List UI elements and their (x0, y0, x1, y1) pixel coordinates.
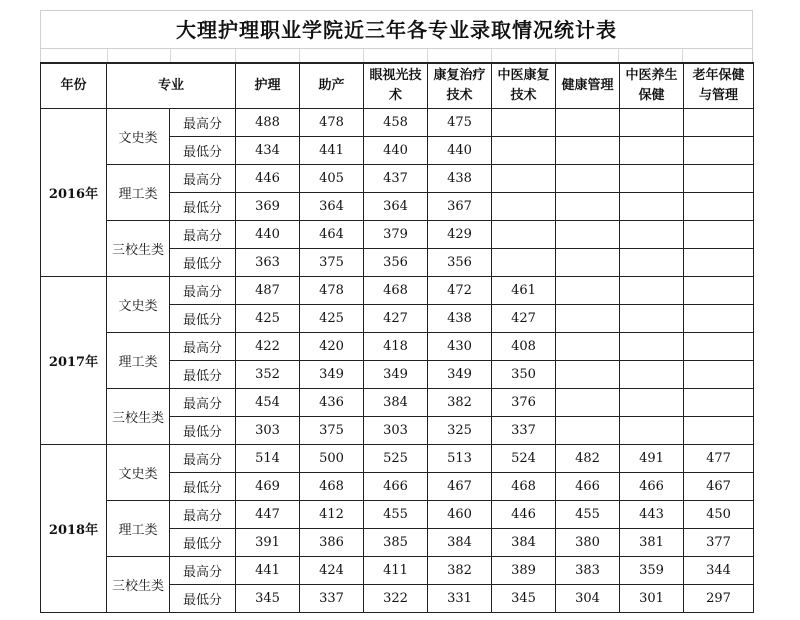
score-cell: 514 (236, 445, 300, 473)
score-cell: 443 (620, 501, 684, 529)
score-cell: 472 (428, 277, 492, 305)
score-cell: 376 (492, 389, 556, 417)
score-cell (620, 109, 684, 137)
table-row (41, 109, 754, 137)
score-type-cell: 最低分 (170, 249, 236, 277)
score-cell: 380 (556, 529, 620, 557)
table-row (41, 557, 754, 585)
table-row (41, 277, 754, 305)
score-cell: 377 (684, 529, 754, 557)
score-cell: 304 (556, 585, 620, 613)
score-type-cell: 最高分 (170, 333, 236, 361)
score-type-cell: 最高分 (170, 445, 236, 473)
score-cell (684, 165, 754, 193)
score-cell: 382 (428, 557, 492, 585)
category-cell: 理工类 (107, 165, 170, 221)
score-cell (684, 417, 754, 445)
score-cell (556, 333, 620, 361)
category-cell: 文史类 (107, 277, 170, 333)
score-cell: 436 (300, 389, 364, 417)
score-type-cell: 最低分 (170, 137, 236, 165)
score-cell: 375 (300, 249, 364, 277)
score-cell (556, 109, 620, 137)
score-cell (492, 249, 556, 277)
score-cell: 364 (364, 193, 428, 221)
score-cell: 344 (684, 557, 754, 585)
year-cell: 2017年 (41, 277, 107, 445)
score-cell: 454 (236, 389, 300, 417)
score-cell: 446 (236, 165, 300, 193)
admission-table (40, 62, 754, 613)
score-cell: 466 (364, 473, 428, 501)
score-cell (492, 193, 556, 221)
table-body (41, 109, 754, 613)
score-cell: 384 (492, 529, 556, 557)
category-cell: 文史类 (107, 109, 170, 165)
score-cell: 383 (556, 557, 620, 585)
header-row (41, 63, 754, 109)
score-cell (492, 221, 556, 249)
score-cell (620, 137, 684, 165)
score-cell: 460 (428, 501, 492, 529)
score-cell (620, 193, 684, 221)
score-cell (620, 221, 684, 249)
score-type-cell: 最低分 (170, 361, 236, 389)
category-cell: 三校生类 (107, 389, 170, 445)
score-cell (556, 193, 620, 221)
score-cell: 441 (300, 137, 364, 165)
score-cell: 478 (300, 277, 364, 305)
score-cell: 441 (236, 557, 300, 585)
score-cell: 434 (236, 137, 300, 165)
header-midwifery: 助产 (300, 63, 364, 109)
score-cell: 469 (236, 473, 300, 501)
score-cell: 356 (428, 249, 492, 277)
score-type-cell: 最低分 (170, 529, 236, 557)
score-cell: 491 (620, 445, 684, 473)
score-cell (620, 361, 684, 389)
document (40, 10, 753, 613)
score-cell: 408 (492, 333, 556, 361)
score-cell: 322 (364, 585, 428, 613)
score-cell: 468 (364, 277, 428, 305)
score-cell: 424 (300, 557, 364, 585)
score-cell: 427 (492, 305, 556, 333)
score-cell (620, 165, 684, 193)
score-type-cell: 最高分 (170, 165, 236, 193)
score-cell: 379 (364, 221, 428, 249)
header-tcm-wellness: 中医养生 保健 (620, 63, 684, 109)
score-cell (684, 109, 754, 137)
score-cell: 450 (684, 501, 754, 529)
score-cell: 382 (428, 389, 492, 417)
score-cell: 367 (428, 193, 492, 221)
score-type-cell: 最高分 (170, 389, 236, 417)
score-cell: 467 (428, 473, 492, 501)
score-cell: 359 (620, 557, 684, 585)
score-type-cell: 最高分 (170, 501, 236, 529)
score-cell (620, 277, 684, 305)
category-cell: 理工类 (107, 333, 170, 389)
score-cell: 513 (428, 445, 492, 473)
score-cell: 375 (300, 417, 364, 445)
score-type-cell: 最高分 (170, 557, 236, 585)
score-cell: 464 (300, 221, 364, 249)
table-row (41, 445, 754, 473)
score-cell: 482 (556, 445, 620, 473)
score-cell: 525 (364, 445, 428, 473)
score-cell: 446 (492, 501, 556, 529)
score-cell (684, 221, 754, 249)
score-cell: 425 (236, 305, 300, 333)
score-cell (492, 165, 556, 193)
score-cell: 369 (236, 193, 300, 221)
score-cell: 386 (300, 529, 364, 557)
score-cell (556, 361, 620, 389)
score-cell: 500 (300, 445, 364, 473)
table-title: 大理护理职业学院近三年各专业录取情况统计表 (40, 10, 753, 48)
score-cell (620, 305, 684, 333)
score-type-cell: 最高分 (170, 109, 236, 137)
score-cell: 356 (364, 249, 428, 277)
score-cell (684, 249, 754, 277)
score-cell: 405 (300, 165, 364, 193)
score-type-cell: 最高分 (170, 277, 236, 305)
score-cell (492, 109, 556, 137)
category-cell: 理工类 (107, 501, 170, 557)
table-row (41, 333, 754, 361)
score-type-cell: 最低分 (170, 473, 236, 501)
score-cell: 349 (300, 361, 364, 389)
score-cell (684, 333, 754, 361)
score-cell: 331 (428, 585, 492, 613)
score-cell (620, 333, 684, 361)
score-cell (556, 389, 620, 417)
score-cell (684, 389, 754, 417)
score-cell: 438 (428, 305, 492, 333)
score-cell: 487 (236, 277, 300, 305)
header-nursing: 护理 (236, 63, 300, 109)
score-cell: 418 (364, 333, 428, 361)
score-cell: 420 (300, 333, 364, 361)
score-cell: 349 (364, 361, 428, 389)
year-cell: 2018年 (41, 445, 107, 613)
score-cell (620, 249, 684, 277)
score-cell (684, 193, 754, 221)
score-cell: 384 (364, 389, 428, 417)
score-cell: 478 (300, 109, 364, 137)
score-cell: 477 (684, 445, 754, 473)
spacer-row (40, 48, 753, 62)
score-cell: 425 (300, 305, 364, 333)
score-cell: 352 (236, 361, 300, 389)
table-row (41, 501, 754, 529)
score-cell: 438 (428, 165, 492, 193)
year-cell: 2016年 (41, 109, 107, 277)
score-cell (556, 165, 620, 193)
score-cell: 447 (236, 501, 300, 529)
score-cell: 381 (620, 529, 684, 557)
score-cell (556, 305, 620, 333)
score-cell: 468 (492, 473, 556, 501)
score-cell: 337 (300, 585, 364, 613)
score-cell: 488 (236, 109, 300, 137)
score-cell (684, 305, 754, 333)
score-cell: 429 (428, 221, 492, 249)
score-cell: 458 (364, 109, 428, 137)
score-cell: 422 (236, 333, 300, 361)
header-rehab-therapy: 康复治疗 技术 (428, 63, 492, 109)
table-row (41, 389, 754, 417)
table-row (41, 165, 754, 193)
score-type-cell: 最低分 (170, 305, 236, 333)
score-cell: 345 (492, 585, 556, 613)
score-cell: 455 (556, 501, 620, 529)
score-type-cell: 最低分 (170, 585, 236, 613)
score-cell: 430 (428, 333, 492, 361)
score-cell: 364 (300, 193, 364, 221)
score-cell: 440 (428, 137, 492, 165)
header-elderly-care: 老年保健 与管理 (684, 63, 754, 109)
score-cell (556, 277, 620, 305)
score-cell (684, 277, 754, 305)
score-cell: 466 (556, 473, 620, 501)
score-cell (556, 249, 620, 277)
score-type-cell: 最低分 (170, 417, 236, 445)
score-cell: 303 (364, 417, 428, 445)
score-cell (684, 361, 754, 389)
score-cell: 345 (236, 585, 300, 613)
score-cell (556, 221, 620, 249)
score-cell: 467 (684, 473, 754, 501)
score-cell: 363 (236, 249, 300, 277)
score-cell: 412 (300, 501, 364, 529)
score-cell: 427 (364, 305, 428, 333)
category-cell: 三校生类 (107, 221, 170, 277)
score-cell: 455 (364, 501, 428, 529)
score-cell (556, 137, 620, 165)
score-cell: 524 (492, 445, 556, 473)
score-type-cell: 最低分 (170, 193, 236, 221)
score-cell: 301 (620, 585, 684, 613)
header-year: 年份 (41, 63, 107, 109)
score-cell: 349 (428, 361, 492, 389)
score-cell (620, 389, 684, 417)
score-cell: 440 (236, 221, 300, 249)
category-cell: 三校生类 (107, 557, 170, 613)
table-row (41, 221, 754, 249)
score-cell: 391 (236, 529, 300, 557)
score-cell (620, 417, 684, 445)
header-health-mgmt: 健康管理 (556, 63, 620, 109)
header-optometry: 眼视光技 术 (364, 63, 428, 109)
score-cell: 385 (364, 529, 428, 557)
score-cell: 384 (428, 529, 492, 557)
score-cell: 468 (300, 473, 364, 501)
score-cell (556, 417, 620, 445)
category-cell: 文史类 (107, 445, 170, 501)
score-cell: 437 (364, 165, 428, 193)
score-cell: 440 (364, 137, 428, 165)
header-major: 专业 (107, 63, 236, 109)
score-cell: 411 (364, 557, 428, 585)
score-cell (492, 137, 556, 165)
header-tcm-rehab: 中医康复 技术 (492, 63, 556, 109)
score-cell (684, 137, 754, 165)
score-cell: 466 (620, 473, 684, 501)
score-cell: 475 (428, 109, 492, 137)
score-cell: 325 (428, 417, 492, 445)
score-cell: 350 (492, 361, 556, 389)
score-cell: 303 (236, 417, 300, 445)
score-cell: 389 (492, 557, 556, 585)
score-cell: 297 (684, 585, 754, 613)
score-cell: 461 (492, 277, 556, 305)
score-cell: 337 (492, 417, 556, 445)
score-type-cell: 最高分 (170, 221, 236, 249)
